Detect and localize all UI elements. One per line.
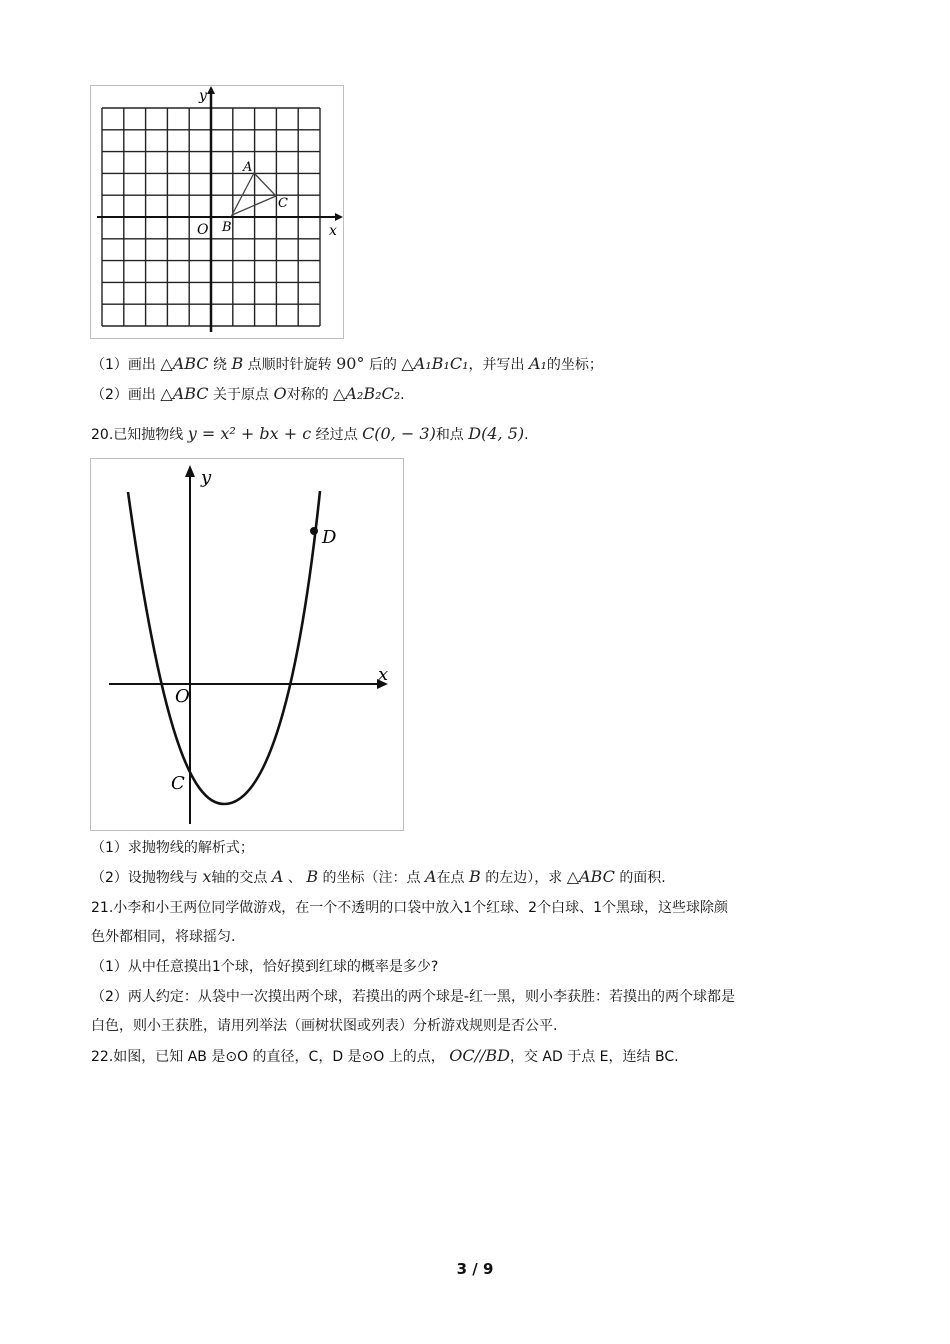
- x-axis-label: x: [329, 223, 337, 239]
- q19-p1-text: 点顺时针旋转: [247, 357, 332, 373]
- q19-part1: [91, 354, 603, 375]
- q19-p2-text: （2）画出: [91, 387, 156, 403]
- q19-p2-text: 对称的: [286, 387, 329, 403]
- page-number: 3 / 9: [456, 1260, 494, 1278]
- grid-figure: [90, 85, 344, 339]
- parabola-svg: [91, 459, 403, 830]
- triangle-symbol: △: [160, 354, 173, 373]
- q20-part2: [91, 867, 666, 888]
- q21-p2-text: 白色，则小王获胜，请用列举法（画树状图或列表）分析游戏规则是否公平.: [91, 1018, 558, 1034]
- q21-stem-text: 色外都相同，将球摇匀.: [91, 929, 236, 945]
- q19-p1-text: 绕: [213, 357, 227, 373]
- triangle-symbol: △: [566, 867, 579, 886]
- q19-p1-text: 的坐标；: [546, 357, 603, 373]
- y-axis-arrow: [185, 465, 195, 477]
- math-b: B: [306, 867, 319, 886]
- q21-stem-line1: [91, 898, 728, 918]
- q20-p1-text: （1）求抛物线的解析式；: [91, 840, 254, 856]
- math-angle: 90°: [336, 354, 365, 373]
- y-axis-label: y: [201, 467, 212, 488]
- q21-part1: [91, 957, 438, 977]
- math-o: O: [273, 384, 287, 403]
- math-a: A: [425, 867, 437, 886]
- math-b: B: [469, 867, 481, 886]
- math-abc: ABC: [172, 384, 209, 403]
- q20-p2-text: 、: [287, 870, 302, 886]
- q19-p2-text: .: [400, 387, 405, 403]
- math-a2b2c2: A₂B₂C₂: [345, 384, 401, 403]
- point-c-label: C: [171, 773, 185, 794]
- math-a1b1c1: A₁B₁C₁: [413, 354, 469, 373]
- q21-stem-text: 21.小李和小王两位同学做游戏，在一个不透明的口袋中放入1个红球、2个白球、1个黑球，这些球除颜: [91, 900, 728, 916]
- point-a-label: A: [243, 160, 253, 175]
- q21-p1-text: （1）从中任意摸出1个球，恰好摸到红球的概率是多少?: [91, 959, 439, 975]
- y-axis-label: y: [199, 88, 207, 104]
- math-point-c: C(0, − 3): [362, 424, 436, 443]
- q19-p2-text: 关于原点: [213, 387, 269, 403]
- math-abc: ABC: [579, 867, 615, 886]
- point-b-label: B: [222, 220, 232, 235]
- x-axis-arrow: [335, 213, 343, 221]
- q22-stem: [91, 1046, 679, 1067]
- q19-p1-text: 后的: [368, 357, 397, 373]
- triangle-symbol: △: [333, 384, 346, 403]
- point-d-label: D: [322, 527, 337, 548]
- q20-stem: [91, 424, 529, 445]
- math-parallel-relation: OC//BD: [449, 1046, 510, 1065]
- parabola-figure: [90, 458, 404, 831]
- math-a1: A₁: [528, 354, 547, 373]
- parabola-curve: [128, 491, 320, 804]
- q20-p2-text: 轴的交点: [211, 870, 268, 886]
- q21-part2-line2: [91, 1016, 557, 1036]
- math-abc: ABC: [172, 354, 209, 373]
- y-axis-arrow: [207, 86, 215, 94]
- q20-p2-text: （2）设抛物线与: [91, 870, 198, 886]
- q19-p1-text: ，并写出: [468, 357, 525, 373]
- q21-part2-line1: [91, 987, 735, 1007]
- q19-part2: [91, 384, 405, 405]
- math-point-d: D(4, 5): [468, 424, 525, 443]
- q19-p1-text: （1）画出: [91, 357, 156, 373]
- q20-p2-text: 的坐标（注：点: [322, 870, 421, 886]
- math-x: x: [202, 867, 212, 886]
- q20-stem-text: 20.已知抛物线: [91, 427, 184, 443]
- q20-stem-text: 和点: [435, 427, 464, 443]
- point-d-dot: [310, 527, 318, 535]
- math-a: A: [271, 867, 284, 886]
- point-c-label: C: [278, 196, 288, 211]
- q21-p2-text: （2）两人约定：从袋中一次摸出两个球，若摸出的两个球是-红一黑，则小李获胜：若摸出的两个球都是: [91, 989, 735, 1005]
- q22-stem-text: 22.如图，已知 AB 是⊙O 的直径，C，D 是⊙O 上的点，: [91, 1049, 445, 1065]
- math-b: B: [231, 354, 244, 373]
- q20-stem-text: .: [524, 427, 529, 443]
- origin-label: O: [175, 686, 190, 707]
- q21-stem-line2: [91, 927, 235, 947]
- q20-stem-text: 经过点: [315, 427, 358, 443]
- x-axis-label: x: [378, 664, 389, 685]
- q20-p2-text: 的面积.: [619, 870, 666, 886]
- math-parabola-equation: y = x² + bx + c: [187, 424, 312, 443]
- grid-svg: [91, 86, 343, 338]
- q20-part1: [91, 838, 254, 858]
- q20-p2-text: 在点: [436, 870, 465, 886]
- origin-label: O: [197, 222, 209, 238]
- q20-p2-text: 的左边），求: [485, 870, 563, 886]
- triangle-symbol: △: [160, 384, 173, 403]
- q22-stem-text: ，交 AD 于点 E，连结 BC.: [509, 1049, 679, 1065]
- triangle-symbol: △: [401, 354, 414, 373]
